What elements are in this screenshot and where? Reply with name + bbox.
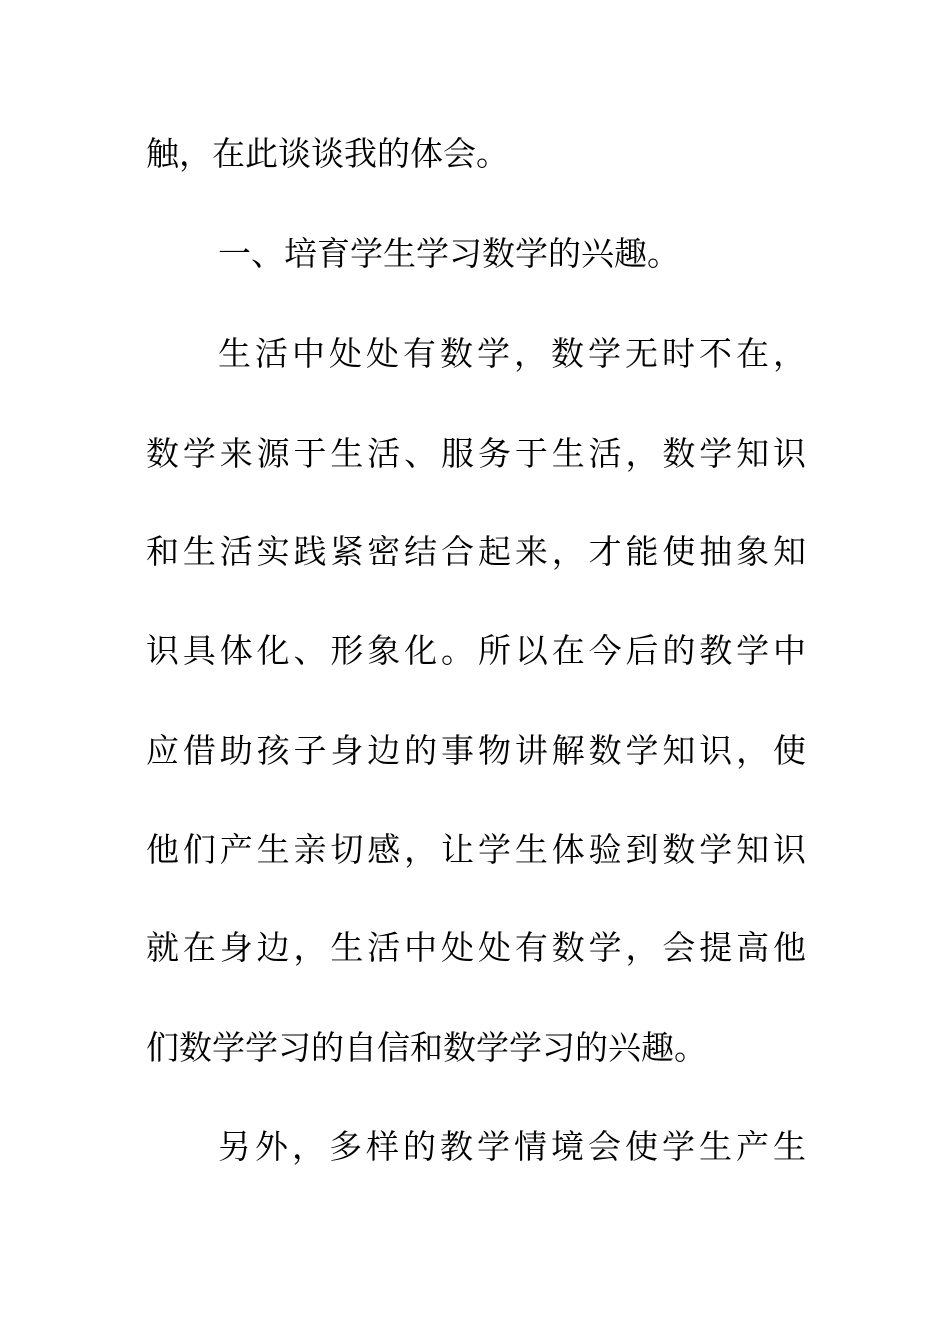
paragraph-line: 另外，多样的教学情境会使学生产生 xyxy=(218,1127,806,1166)
paragraph-line: 应借助孩子身边的事物讲解数学知识，使 xyxy=(146,731,806,770)
paragraph-line: 生活中处处有数学，数学无时不在， xyxy=(218,334,806,373)
paragraph-line: 识具体化、形象化。所以在今后的教学中 xyxy=(146,631,806,670)
text-line-continuation: 触，在此谈谈我的体会。 xyxy=(146,134,509,173)
section-heading: 一、培育学生学习数学的兴趣。 xyxy=(218,234,680,273)
paragraph-line-end: 们数学学习的自信和数学学习的兴趣。 xyxy=(146,1028,707,1067)
paragraph-line: 和生活实践紧密结合起来，才能使抽象知 xyxy=(146,532,806,571)
paragraph-line: 他们产生亲切感，让学生体验到数学知识 xyxy=(146,830,806,869)
paragraph-line: 就在身边，生活中处处有数学，会提高他 xyxy=(146,928,806,967)
paragraph-line: 数学来源于生活、服务于生活，数学知识 xyxy=(146,434,806,473)
